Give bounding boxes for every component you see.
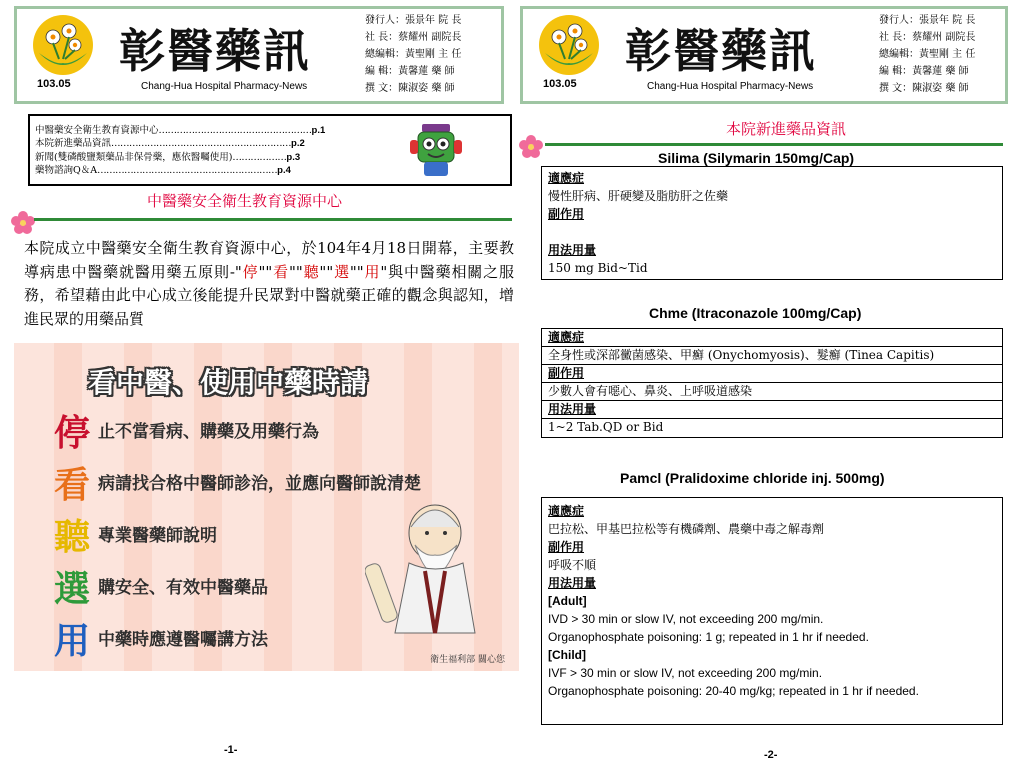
section-divider: [545, 143, 1003, 146]
drug-info-box: 適應症 慢性肝病、肝硬變及脂肪肝之佐藥 副作用 用法用量 150 mg Bid~Tid: [541, 166, 1003, 280]
child-dose-line: Organophosphate poisoning: 20-40 mg/kg; repeated in 1 hr if needed.: [548, 684, 919, 698]
drug-indication: 慢性肝病、肝硬變及脂肪肝之佐藥: [548, 189, 729, 203]
staff-line: 發行人：張景年 院 長: [879, 15, 976, 26]
toc-item[interactable]: 中醫藥安全衛生教育資源中心……………………………………………p.1: [35, 125, 326, 136]
staff-line: 總編輯：黃聖剛 主 任: [365, 49, 462, 60]
newsletter-title: 彰醫藥訊: [625, 24, 817, 78]
hospital-logo-icon: [537, 13, 601, 77]
right-masthead: [520, 6, 1008, 104]
newsletter-subtitle: Chang-Hua Hospital Pharmacy-News: [141, 81, 308, 92]
newsletter-title: 彰醫藥訊: [119, 24, 311, 78]
drug-name: Chme (Itraconazole 100mg/Cap): [649, 305, 862, 321]
principle-use: 用: [363, 262, 381, 281]
drug-indication: 巴拉松、甲基巴拉松等有機磷劑、農藥中毒之解毒劑: [548, 522, 825, 536]
page-number: -1-: [224, 744, 238, 756]
child-dose-line: IVF > 30 min or slow IV, not exceeding 200 mg/min.: [548, 666, 823, 680]
robot-mascot-icon: [408, 122, 464, 180]
staff-line: 撰 文：陳淑姿 藥 師: [879, 83, 969, 94]
adult-label: [Adult]: [548, 594, 587, 608]
staff-line: 發行人：張景年 院 長: [365, 15, 462, 26]
staff-line: 撰 文：陳淑姿 藥 師: [365, 83, 455, 94]
staff-list: [365, 12, 461, 97]
drug-info-box: 適應症 全身性或深部黴菌感染、甲癬 (Onychomyosis)、髮癬 (Tinea Capitis) 副作用 少數人會有噁心、鼻炎、上呼吸道感染 用法用量 1~2 Tab.QD or Bid: [541, 328, 1003, 438]
drug-side-effect: 呼吸不順: [548, 558, 597, 572]
principle-look: 看: [272, 262, 289, 281]
newsletter-subtitle: Chang-Hua Hospital Pharmacy-News: [647, 81, 814, 92]
toc-item[interactable]: 新聞(雙磷酸鹽類藥品非保骨藥，應依醫囑使用)………………p.3: [35, 152, 301, 163]
flower-icon: [10, 210, 36, 236]
poster-title: 看中醫、使用中藥時請: [88, 366, 369, 399]
toc-item[interactable]: 藥物諮詢Q＆A……………………………………………………p.4: [35, 165, 291, 176]
drug-side-effect: [548, 223, 996, 241]
principle-stop: 停: [241, 262, 259, 281]
elder-doctor-illustration-icon: [365, 493, 495, 643]
staff-line: 編 輯：黃馨蓮 藥 師: [879, 66, 969, 77]
drug-side-effect: 少數人會有噁心、鼻炎、上呼吸道感染: [542, 383, 1002, 401]
adult-dose-line: Organophosphate poisoning: 1 g; repeated in 1 hr if needed.: [548, 630, 869, 644]
drug-dosage: 1~2 Tab.QD or Bid: [548, 420, 664, 434]
drug-name: Pamcl (Pralidoxime chloride inj. 500mg): [620, 470, 885, 486]
section-title: 本院新進藥品資訊: [726, 120, 847, 138]
page-number: -2-: [764, 749, 778, 761]
issue-number: 103.05: [37, 78, 71, 90]
left-masthead: [14, 6, 504, 104]
hospital-logo-icon: [31, 13, 95, 77]
principle-choose: 選: [333, 262, 350, 281]
toc-item[interactable]: 本院新進藥品資訊……………………………………………………p.2: [35, 138, 305, 149]
flower-icon: [518, 134, 544, 160]
drug-indication: 全身性或深部黴菌感染、甲癬 (Onychomyosis)、髮癬 (Tinea Capitis): [542, 347, 1002, 365]
staff-line: 社 長：蔡耀州 副院長: [365, 32, 462, 43]
staff-line: 社 長：蔡耀州 副院長: [879, 32, 976, 43]
intro-paragraph: 本院成立中醫藥安全衛生教育資源中心，於104年4月18日開幕，主要教導病患中醫藥就醫用藥五原則-"停""看""聽""選""用"與中醫藥相關之服務，希望藉由此中心成立後能提升民眾對中醫就藥正確的觀念與認知，增進民眾的用藥品質: [24, 239, 514, 328]
table-of-contents: [28, 114, 512, 186]
issue-number: 103.05: [543, 78, 577, 90]
drug-dosage: 150 mg Bid~Tid: [548, 261, 648, 275]
section-title: 中醫藥安全衛生教育資源中心: [147, 192, 343, 210]
ministry-credit: 衛生福利部 關心您: [430, 655, 505, 665]
principle-listen: 聽: [302, 262, 320, 281]
staff-list: [879, 12, 975, 97]
drug-info-box: 適應症 巴拉松、甲基巴拉松等有機磷劑、農藥中毒之解毒劑 副作用 呼吸不順 用法用量 [Adult] IVD > 30 min or slow IV, not exceeding 200 mg/min. Organophosphate poisoning: 1 g; repeated in 1 hr if needed. [Child] IVF > 30 min or slow IV, not exceeding 200 mg/min. Organophosphate poisoning: 20-40 mg/kg; repeated in 1 hr if needed.: [541, 497, 1003, 725]
staff-line: 總編輯：黃聖剛 主 任: [879, 49, 976, 60]
adult-dose-line: IVD > 30 min or slow IV, not exceeding 200 mg/min.: [548, 612, 824, 626]
section-divider: [34, 218, 512, 221]
staff-line: 編 輯：黃馨蓮 藥 師: [365, 66, 455, 77]
tcm-poster: 看中醫、使用中藥時請 停 止不當看病、購藥及用藥行為 看 病請找合格中醫師診治，並應向醫師說清楚 聽 專業醫藥師說明 選 購安全、有效中醫藥品 用 中藥時應遵醫囑講方法 衛生福利部 關心您: [14, 343, 519, 671]
drug-name: Silima (Silymarin 150mg/Cap): [658, 150, 855, 166]
child-label: [Child]: [548, 648, 586, 662]
